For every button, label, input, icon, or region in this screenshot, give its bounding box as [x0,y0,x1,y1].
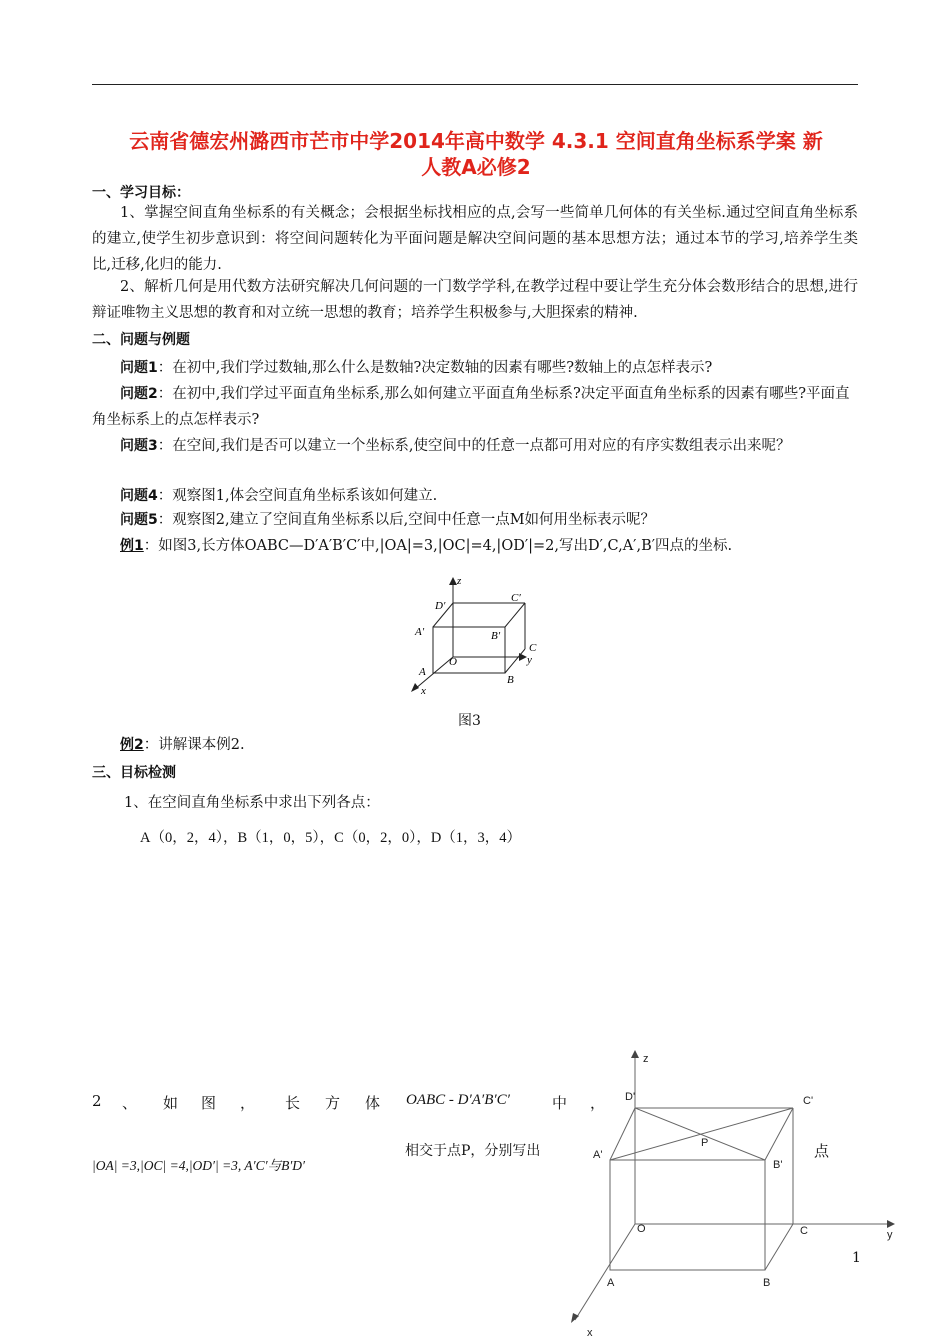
fig3-label-x: x [421,685,426,697]
fig4-label-P: P [701,1137,709,1149]
question-5: 问题5：观察图2,建立了空间直角坐标系以后,空间中任意一点M如何用坐标表示呢？ [120,512,656,528]
doc-title-line2: 人教A必修2 [421,155,531,179]
fig4-label-O: O [637,1223,646,1235]
example-2: 例2：讲解课本例2. [120,737,245,753]
page-number: 1 [852,1250,861,1266]
goal-paragraph-2: 2、解析几何是用代数方法研究解决几何问题的一门数学学科,在教学过程中要让学生充分体会数形结合的思想,进行辩证唯物主义思想的教育和对立统一思想的教育；培养学生积极参与,大胆探索的精神. [92,279,858,321]
section-heading-questions: 二、问题与例题 [92,332,190,348]
t2-dian: 点 [814,1142,830,1160]
fig3-label-C1: C′ [511,592,521,604]
t2-sep-2: ， [240,1094,256,1112]
fig4-label-C: C [800,1225,808,1237]
fig4-label-B1: B' [773,1159,783,1171]
fig3-label-O: O [449,656,457,668]
doc-title-line1: 云南省德宏州潞西市芒市中学2014年高中数学 4.3.1 空间直角坐标系学案 新 [129,129,823,153]
test-item-1-points: A（0，2，4），B（1，0，5），C（0，2，0），D（1，3，4） [140,830,522,846]
t2-word-5: 体 [365,1094,381,1112]
fig4-label-y: y [887,1229,893,1241]
fig4-label-C1: C' [803,1095,814,1107]
section-heading-goals: 一、学习目标： [92,185,190,201]
fig3-label-A1: A′ [415,626,425,638]
t2-conditions: |OA| =3,|OC| =4,|OD′| =3, A′C′与B′D′ [92,1158,305,1173]
t2-number: 2 [92,1092,102,1110]
question-2: 问题2：在初中,我们学过平面直角坐标系,那么如何建立平面直角坐标系?决定平面直角坐标系的因素有哪些?平面直角坐标系上的点怎样表示? [92,386,850,428]
fig4-label-x: x [587,1327,593,1339]
fig3-label-D1: D′ [435,600,446,612]
fig4-label-z: z [643,1053,649,1065]
fig4-label-D1: D' [625,1091,636,1103]
t2-word-4: 方 [325,1094,341,1112]
t2-sep-3: ， [590,1094,606,1112]
test-item-1: 1、在空间直角坐标系中求出下列各点： [124,795,380,811]
example-1: 例1：如图3,长方体OABC—D′A′B′C′中,|OA|=3,|OC|=4,|OD′|=2,写出D′,C,A′,B′四点的坐标. [120,538,733,554]
fig3-label-B1: B′ [491,630,501,642]
fig3-label-y: y [527,654,532,666]
question-1: 问题1：在初中,我们学过数轴,那么什么是数轴?决定数轴的因素有哪些?数轴上的点怎样表示? [120,360,713,376]
header-rule [92,84,858,85]
fig3-label-z: z [457,575,462,587]
figure-3-caption: 图3 [458,713,481,729]
t2-rest: 相交于点P，分别写出 [405,1143,541,1159]
t2-word-2: 图 [201,1094,217,1112]
figure-cuboid-p [565,1048,915,1340]
section-heading-test: 三、目标检测 [92,765,176,781]
fig4-label-A: A [607,1277,615,1289]
question-3: 问题3：在空间,我们是否可以建立一个坐标系,使空间中的任意一点都可用对应的有序实数组表示出来呢？ [120,438,791,454]
t2-cuboid-name: OABC - D′A′B′C′ [406,1092,510,1108]
t2-word-3: 长 [285,1094,301,1112]
t2-sep: 、 [122,1094,138,1112]
fig4-label-A1: A' [593,1149,603,1161]
fig3-label-B: B [507,674,514,686]
fig4-label-B: B [763,1277,771,1289]
fig3-label-C: C [529,642,537,654]
figure-3-cuboid [405,575,545,700]
fig3-label-A: A [419,666,426,678]
question-4: 问题4：观察图1,体会空间直角坐标系该如何建立. [120,488,438,504]
t2-zhong: 中 [552,1094,568,1112]
goal-paragraph-1: 1、掌握空间直角坐标系的有关概念；会根据坐标找相应的点,会写一些简单几何体的有关坐标.通过空间直角坐标系的建立,使学生初步意识到：将空间问题转化为平面问题是解决空间问题的基本思想方法；通过本节的学习,培养学生类比,迁移,化归的能力. [92,205,858,273]
t2-word-1: 如 [163,1094,179,1112]
